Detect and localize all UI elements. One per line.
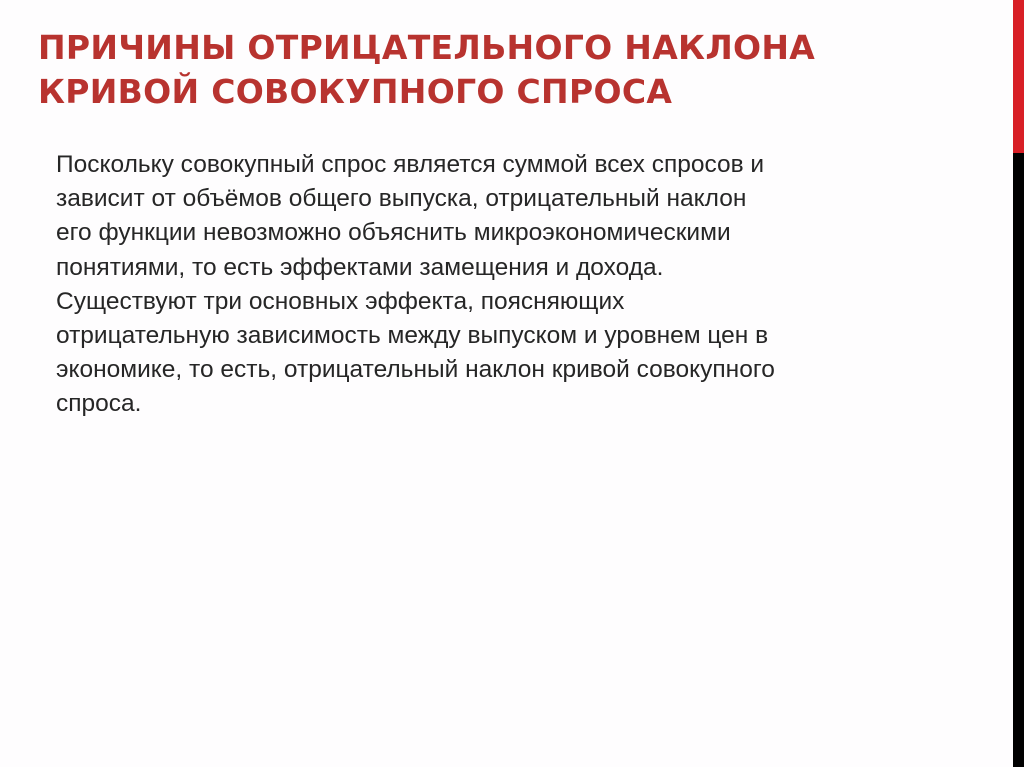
slide-title-line-1: ПРИЧИНЫ ОТРИЦАТЕЛЬНОГО НАКЛОНА (38, 28, 816, 67)
body-line-8: спроса. (56, 390, 142, 418)
body-line-5: Существуют три основных эффекта, поясняющих (56, 287, 625, 315)
accent-bar-red (1013, 0, 1024, 153)
body-line-1: Поскольку совокупный спрос является суммой всех спросов и (56, 151, 765, 178)
accent-bar-black (1013, 153, 1024, 767)
slide-title-line-2: КРИВОЙ СОВОКУПНОГО СПРОСА (38, 72, 673, 111)
body-line-2: зависит от объёмов общего выпуска, отрицательный наклон (56, 185, 747, 213)
slide-body-text (56, 148, 936, 422)
body-line-7: экономике, то есть, отрицательный наклон кривой совокупного (56, 356, 775, 384)
body-line-3: его функции невозможно объяснить микроэкономическими (56, 219, 731, 247)
body-line-4: понятиями, то есть эффектами замещения и дохода. (56, 253, 664, 281)
slide-title (38, 26, 938, 114)
body-line-6: отрицательную зависимость между выпуском и уровнем цен в (56, 322, 769, 350)
